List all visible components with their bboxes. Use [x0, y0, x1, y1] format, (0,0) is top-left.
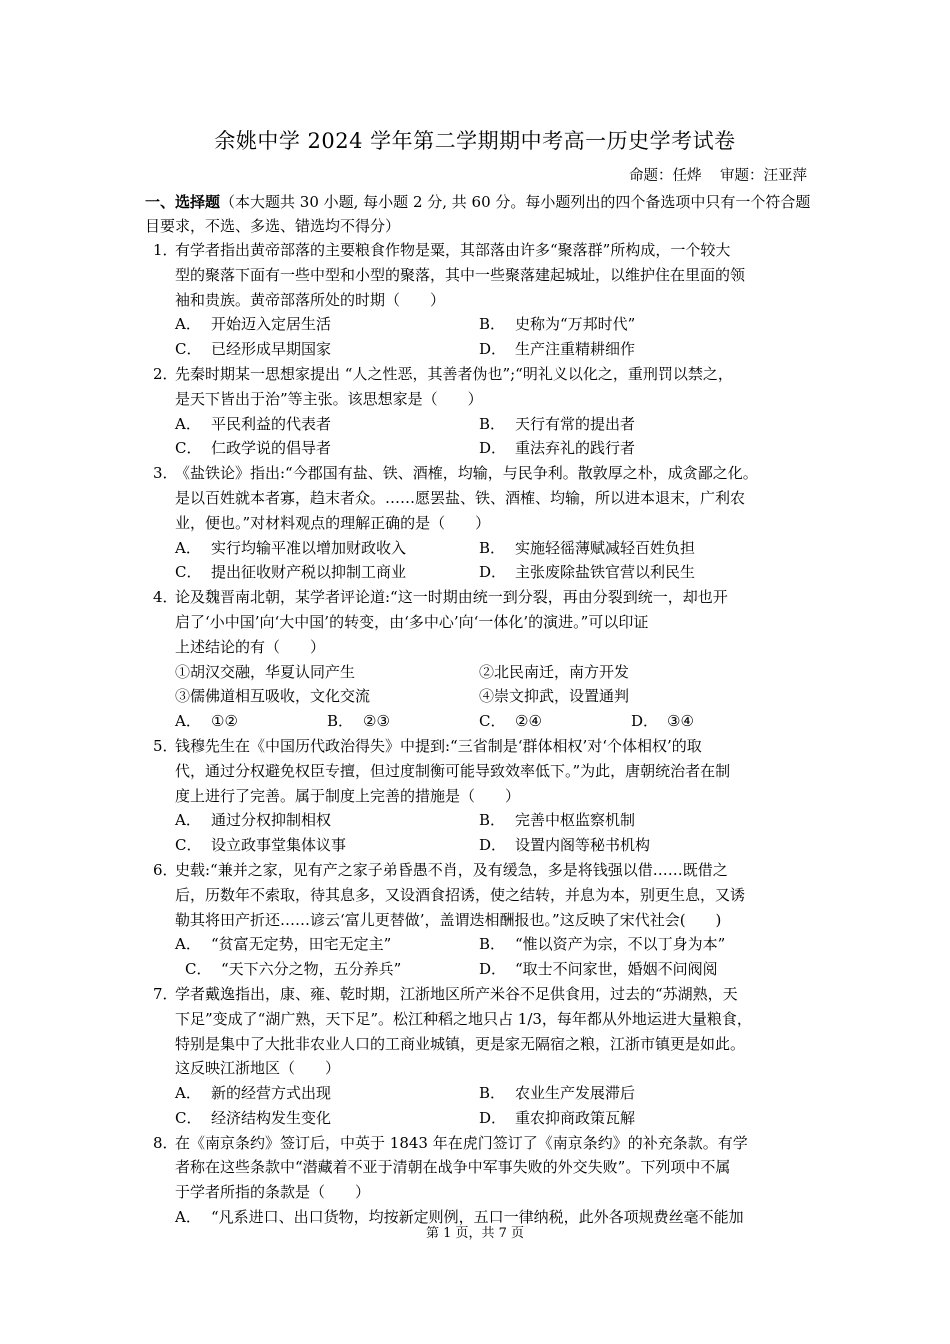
question-text: 有学者指出黄帝部落的主要粮食作物是粟，其部落由许多“聚落群”所构成，一个较大 [175, 241, 731, 259]
option-letter: B． [479, 935, 506, 954]
option-b [479, 1081, 783, 1106]
option-letter: C． [175, 563, 202, 582]
option-text: 重农抑商政策瓦解 [515, 1108, 636, 1127]
question-text: 型的聚落下面有一些中型和小型的聚落，其中一些聚落建起城址，以维护住在里面的领 [175, 265, 746, 284]
question-text: 启了‘小中国’向‘大中国’的转变，由‘多中心’向‘一体化’的演进。”可以印证 [175, 612, 649, 631]
option-letter: B． [479, 811, 506, 830]
question-line [145, 486, 815, 511]
question-line [145, 238, 815, 263]
question-text: 史载:“兼并之家，见有产之家子弟昏愚不肖，及有缓急，多是将钱强以借……既借之 [175, 860, 728, 879]
options-block [145, 660, 815, 734]
option-text: “惟以资产为宗，不以丁身为本” [515, 935, 726, 954]
option-text: ②③ [363, 712, 390, 731]
option-text: 天行有常的提出者 [515, 414, 636, 433]
question-line [145, 1131, 815, 1156]
option-letter: A． [175, 712, 201, 731]
option-row [175, 412, 815, 437]
option-text: ③④ [667, 712, 694, 731]
section-heading: 一、选择题 [145, 193, 221, 211]
question-line [145, 883, 815, 908]
option-text: 已经形成早期国家 [211, 340, 332, 359]
question-number: 4． [153, 588, 178, 607]
question-text: 业，便也。”对材料观点的理解正确的是（ ） [175, 513, 491, 532]
option-a [175, 932, 479, 957]
option-a [175, 1081, 479, 1106]
option-text: 史称为“万邦时代” [515, 315, 636, 334]
option-row [175, 536, 815, 561]
statement-item: ①胡汉交融，华夏认同产生 [175, 662, 356, 681]
option-c [175, 436, 479, 461]
question-line [145, 610, 815, 635]
option-letter: D． [479, 836, 507, 855]
option-text: 实施轻徭薄赋减轻百姓负担 [515, 538, 696, 557]
option-c [175, 833, 479, 858]
statement-item: ③儒佛道相互吸收，文化交流 [175, 687, 371, 706]
option-row [175, 957, 815, 982]
option-letter: B． [479, 414, 506, 433]
option-letter: A． [175, 414, 201, 433]
option-b [327, 709, 479, 734]
options-block [145, 312, 815, 362]
question-text: 后，历数年不索取，待其息多，又设酒食招诱，使之结转，并息为本，别更生息，又诱 [175, 885, 746, 904]
question-text: 上述结论的有（ ） [175, 637, 326, 656]
question-line [145, 288, 815, 313]
question-3 [145, 461, 815, 585]
question-line [145, 1056, 815, 1081]
option-letter: B． [479, 1084, 506, 1103]
option-letter: A． [175, 1208, 201, 1227]
question-number: 3． [153, 464, 178, 483]
option-text: 实行均输平准以增加财政收入 [211, 538, 407, 557]
option-row [175, 932, 815, 957]
option-text: 平民利益的代表者 [211, 414, 332, 433]
question-text: 代，通过分权避免权臣专擅，但过度制衡可能导致效率低下。”为此，唐朝统治者在制 [175, 761, 731, 780]
question-line [145, 858, 815, 883]
option-a [175, 709, 327, 734]
option-text: 生产注重精耕细作 [515, 340, 636, 359]
option-letter: B． [479, 315, 506, 334]
question-line [145, 511, 815, 536]
option-letter: D． [479, 563, 507, 582]
option-row [175, 1106, 815, 1131]
option-c [175, 560, 479, 585]
option-text: 完善中枢监察机制 [515, 811, 636, 830]
option-row [175, 709, 815, 734]
option-text: 经济结构发生变化 [211, 1108, 332, 1127]
option-letter: D． [631, 712, 659, 731]
question-line [145, 1180, 815, 1205]
question-line [145, 759, 815, 784]
question-text: 下足”变成了“湖广熟，天下足”。松江种稻之地只占 1/3，每年都从外地运进大量粮食， [175, 1009, 752, 1028]
option-c [175, 957, 479, 982]
question-line [145, 263, 815, 288]
option-c [479, 709, 631, 734]
option-letter: C． [175, 836, 202, 855]
question-line [145, 387, 815, 412]
option-text: 农业生产发展滞后 [515, 1084, 636, 1103]
section-header [145, 190, 813, 238]
statement-row [175, 660, 815, 685]
question-text: 袖和贵族。黄帝部落所处的时期（ ） [175, 290, 446, 309]
statement-item: ②北民南迁，南方开发 [479, 662, 630, 681]
option-text: ①② [211, 712, 238, 731]
section-instructions: （本大题共 30 小题, 每小题 2 分, 共 60 分。每小题列出的四个备选项中只有一个符合题目要求，不选、多选、错选均不得分） [145, 193, 811, 235]
option-text: ②④ [515, 712, 542, 731]
option-d [479, 337, 783, 362]
question-number: 2． [153, 364, 178, 383]
question-text: 学者戴逸指出，康、雍、乾时期，江浙地区所产米谷不足供食用，过去的“苏湖熟，天 [175, 984, 738, 1003]
question-line [145, 1155, 815, 1180]
option-letter: A． [175, 538, 201, 557]
question-8 [145, 1131, 815, 1230]
question-line [145, 1007, 815, 1032]
option-letter: D． [479, 439, 507, 458]
option-d [479, 560, 783, 585]
option-a [175, 412, 479, 437]
option-c [175, 337, 479, 362]
option-row [175, 337, 815, 362]
question-number: 7． [153, 984, 178, 1003]
option-d [479, 957, 783, 982]
statement-row [175, 684, 815, 709]
option-text: 设置内阁等秘书机构 [515, 836, 651, 855]
option-b [479, 808, 783, 833]
option-letter: C． [185, 960, 212, 979]
question-text: 于学者所指的条款是（ ） [175, 1183, 371, 1202]
question-line [145, 734, 815, 759]
options-block [145, 808, 815, 858]
option-letter: C． [479, 712, 506, 731]
question-text: 者称在这些条款中“潜藏着不亚于清朝在战争中军事失败的外交失败”。下列项中不属 [175, 1158, 731, 1177]
options-block [145, 412, 815, 462]
option-d [631, 709, 783, 734]
question-2 [145, 362, 815, 461]
option-letter: A． [175, 1084, 201, 1103]
option-row [175, 808, 815, 833]
question-list [145, 238, 815, 1230]
option-row [175, 560, 815, 585]
question-number: 6． [153, 860, 178, 879]
option-row [175, 1081, 815, 1106]
option-b [479, 932, 783, 957]
option-text: “天下六分之物，五分养兵” [221, 960, 402, 979]
question-6 [145, 858, 815, 982]
question-5 [145, 734, 815, 858]
question-line [145, 784, 815, 809]
option-text: 提出征收财产税以抑制工商业 [211, 563, 407, 582]
question-4 [145, 585, 815, 734]
option-b [479, 412, 783, 437]
option-d [479, 833, 783, 858]
question-line [145, 908, 815, 933]
question-line [145, 1032, 815, 1057]
option-row [175, 312, 815, 337]
option-text: 通过分权抑制相权 [211, 811, 332, 830]
option-letter: B． [479, 538, 506, 557]
question-line [145, 635, 815, 660]
question-text: 《盐铁论》指出:“今郡国有盐、铁、酒榷，均输，与民争利。散敦厚之朴，成贪鄙之化。 [175, 464, 758, 483]
option-text: 主张废除盐铁官营以利民生 [515, 563, 696, 582]
option-a [175, 808, 479, 833]
option-text: “取士不问家世，婚姻不问阀阅 [515, 960, 718, 979]
option-letter: C． [175, 439, 202, 458]
options-block [145, 932, 815, 982]
question-7 [145, 982, 815, 1131]
question-number: 1． [153, 241, 178, 259]
option-letter: B． [327, 712, 354, 731]
page-footer: 第 1 页，共 7 页 [425, 1226, 525, 1241]
question-text: 先秦时期某一思想家提出 “人之性恶，其善者伪也”;“明礼义以化之，重刑罚以禁之， [175, 364, 733, 383]
option-letter: D． [479, 1108, 507, 1127]
question-text: 是天下皆出于治”等主张。该思想家是（ ） [175, 389, 483, 408]
question-line [145, 362, 815, 387]
question-number: 5． [153, 736, 178, 755]
question-1 [145, 238, 815, 362]
statement-item: ④崇文抑武，设置通判 [479, 687, 630, 706]
option-a [175, 536, 479, 561]
question-line [145, 982, 815, 1007]
question-text: 钱穆先生在《中国历代政治得失》中提到:“三省制是‘群体相权’对‘个体相权’的取 [175, 736, 702, 755]
option-letter: A． [175, 935, 201, 954]
option-row [175, 436, 815, 461]
option-row [175, 833, 815, 858]
option-b [479, 536, 783, 561]
question-text: 度上进行了完善。属于制度上完善的措施是（ ） [175, 786, 521, 805]
option-text: 开始迈入定居生活 [211, 315, 332, 334]
author-line: 命题：任烨 审题：汪亚萍 [629, 168, 807, 184]
option-c [175, 1106, 479, 1131]
option-letter: A． [175, 811, 201, 830]
option-text: 新的经营方式出现 [211, 1084, 332, 1103]
question-number: 8． [153, 1133, 178, 1152]
option-text: “凡系进口、出口货物，均按新定则例，五口一律纳税，此外各项规费丝毫不能加 [211, 1208, 744, 1227]
question-text: 这反映江浙地区（ ） [175, 1059, 341, 1078]
option-letter: D． [479, 340, 507, 359]
question-text: 在《南京条约》签订后，中英于 1843 年在虎门签订了《南京条约》的补充条款。有学 [175, 1133, 748, 1152]
options-block [145, 1081, 815, 1131]
option-d [479, 1106, 783, 1131]
option-letter: C． [175, 340, 202, 359]
options-block [145, 536, 815, 586]
exam-title: 余姚中学 2024 学年第二学期期中考高一历史学考试卷 [214, 129, 736, 153]
option-letter: C． [175, 1108, 202, 1127]
question-line [145, 461, 815, 486]
question-text: 勒其将田产折还……谚云‘富儿更替做’，盖谓迭相酬报也。”这反映了宋代社会( ) [175, 910, 722, 929]
option-b [479, 312, 783, 337]
question-line [145, 585, 815, 610]
option-d [479, 436, 783, 461]
question-text: 是以百姓就本者寡，趋末者众。……愿罢盐、铁、酒榷、均输，所以进本退末，广利农 [175, 488, 746, 507]
option-text: “贫富无定势，田宅无定主” [211, 935, 392, 954]
option-a [175, 312, 479, 337]
option-letter: D． [479, 960, 507, 979]
option-text: 仁政学说的倡导者 [211, 439, 332, 458]
option-text: 重法弃礼的践行者 [515, 439, 636, 458]
option-text: 设立政事堂集体议事 [211, 836, 347, 855]
question-text: 论及魏晋南北朝，某学者评论道:“这一时期由统一到分裂，再由分裂到统一，却也开 [175, 588, 728, 607]
option-letter: A． [175, 315, 201, 334]
question-text: 特别是集中了大批非农业人口的工商业城镇，更是家无隔宿之粮，江浙市镇更是如此。 [175, 1034, 746, 1053]
